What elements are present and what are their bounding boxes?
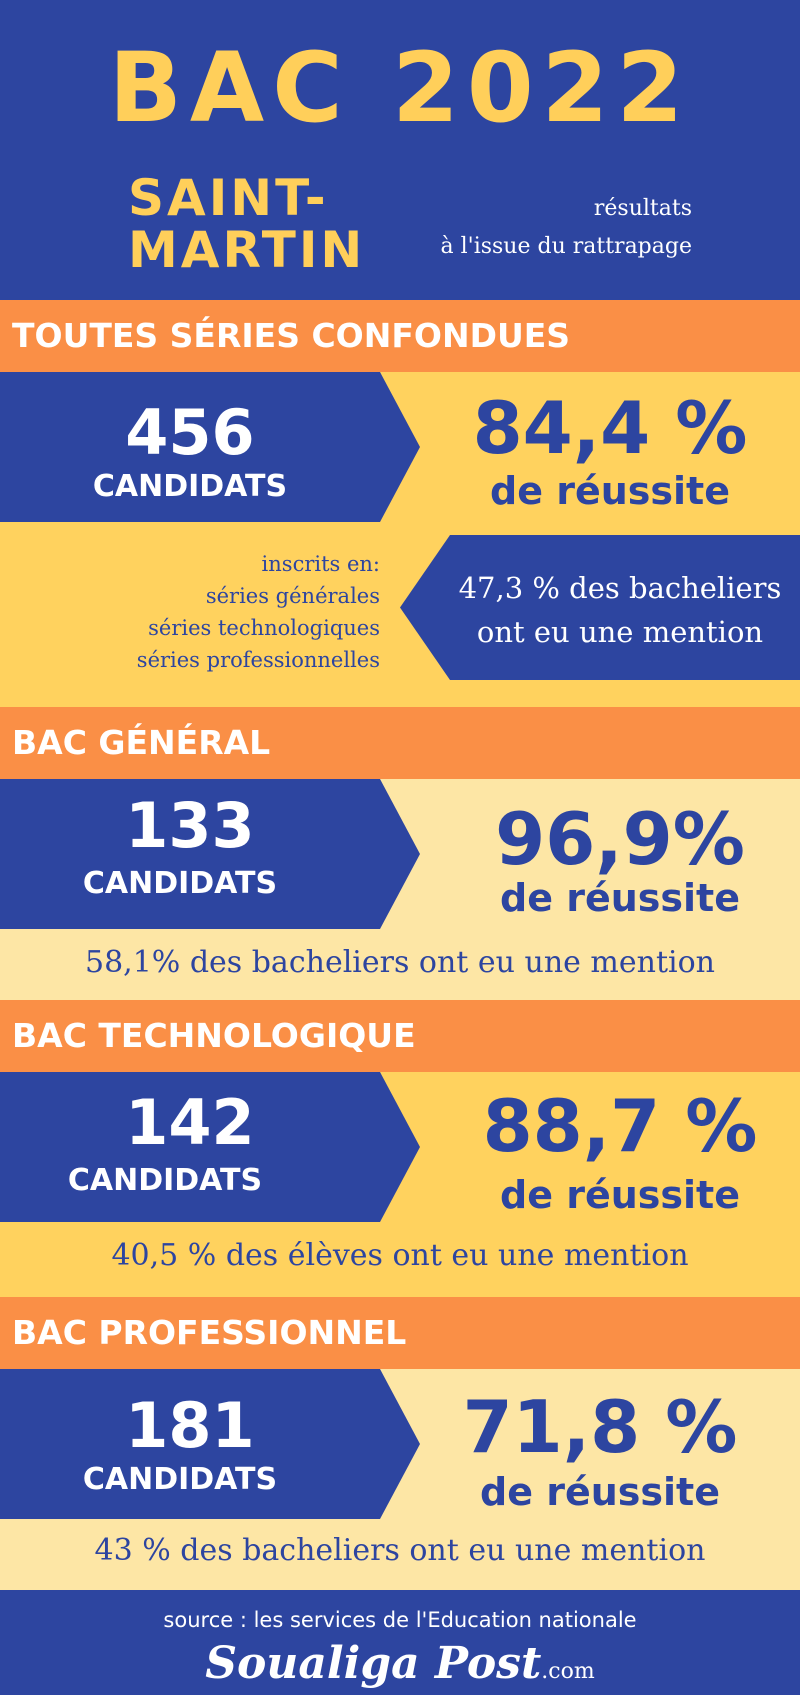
inscrits-item: séries professionnelles	[136, 648, 380, 672]
results-note-line-2: à l'issue du rattrapage	[440, 234, 692, 259]
overall-mention-line-1: 47,3 % des bacheliers	[458, 571, 782, 605]
techno-success-label: de réussite	[500, 1173, 740, 1217]
techno-mention-band	[0, 1222, 800, 1297]
logo-suffix: .com	[541, 1659, 595, 1684]
location-line-2: MARTIN	[128, 221, 366, 279]
general-mention: 58,1% des bacheliers ont eu une mention	[85, 945, 715, 980]
inscrits-list	[137, 548, 380, 676]
inscrits-title: inscrits en:	[261, 552, 380, 576]
overall-details-band	[0, 522, 800, 707]
location-title	[128, 169, 366, 279]
overall-candidate-label: CANDIDATS	[92, 469, 288, 504]
techno-success-rate: 88,7 %	[482, 1084, 758, 1168]
techno-candidate-count: 142	[125, 1086, 255, 1159]
techno-candidate-label: CANDIDATS	[67, 1163, 263, 1198]
general-success-rate: 96,9%	[495, 797, 745, 881]
overall-stats-band	[0, 372, 800, 522]
section-heading-overall: TOUTES SÉRIES CONFONDUES	[0, 300, 800, 372]
soualiga-post-logo	[0, 1638, 800, 1689]
pro-mention-band	[0, 1519, 800, 1590]
section-heading-techno: BAC TECHNOLOGIQUE	[0, 1000, 800, 1072]
overall-mention	[445, 566, 795, 654]
logo-name: Soualiga Post	[205, 1638, 542, 1689]
pro-candidate-count: 181	[125, 1389, 255, 1462]
results-note-line-1: résultats	[593, 196, 692, 221]
page-title: BAC 2022	[108, 32, 692, 144]
techno-stats-band	[0, 1072, 800, 1222]
pro-candidate-label: CANDIDATS	[82, 1462, 278, 1497]
pro-success-label: de réussite	[480, 1470, 720, 1514]
overall-candidate-count: 456	[125, 396, 255, 469]
pro-success-rate: 71,8 %	[462, 1385, 738, 1469]
pro-mention: 43 % des bacheliers ont eu une mention	[94, 1533, 706, 1568]
section-heading-general: BAC GÉNÉRAL	[0, 707, 800, 779]
general-success-label: de réussite	[500, 876, 740, 920]
overall-mention-line-2: ont eu une mention	[476, 615, 764, 649]
general-mention-band	[0, 929, 800, 1000]
location-line-1: SAINT-	[128, 169, 329, 227]
overall-success-rate: 84,4 %	[472, 386, 748, 470]
section-heading-pro: BAC PROFESSIONNEL	[0, 1297, 800, 1369]
general-stats-band	[0, 779, 800, 929]
inscrits-item: séries générales	[205, 584, 380, 608]
general-candidate-count: 133	[125, 789, 255, 862]
source-note: source : les services de l'Education nationale	[163, 1608, 637, 1632]
pro-stats-band	[0, 1369, 800, 1519]
footer	[0, 1590, 800, 1695]
results-note	[441, 190, 693, 266]
techno-mention: 40,5 % des élèves ont eu une mention	[111, 1238, 689, 1273]
overall-success-label: de réussite	[490, 469, 730, 513]
header	[0, 0, 800, 300]
general-candidate-label: CANDIDATS	[82, 866, 278, 901]
inscrits-item: séries technologiques	[148, 616, 380, 640]
